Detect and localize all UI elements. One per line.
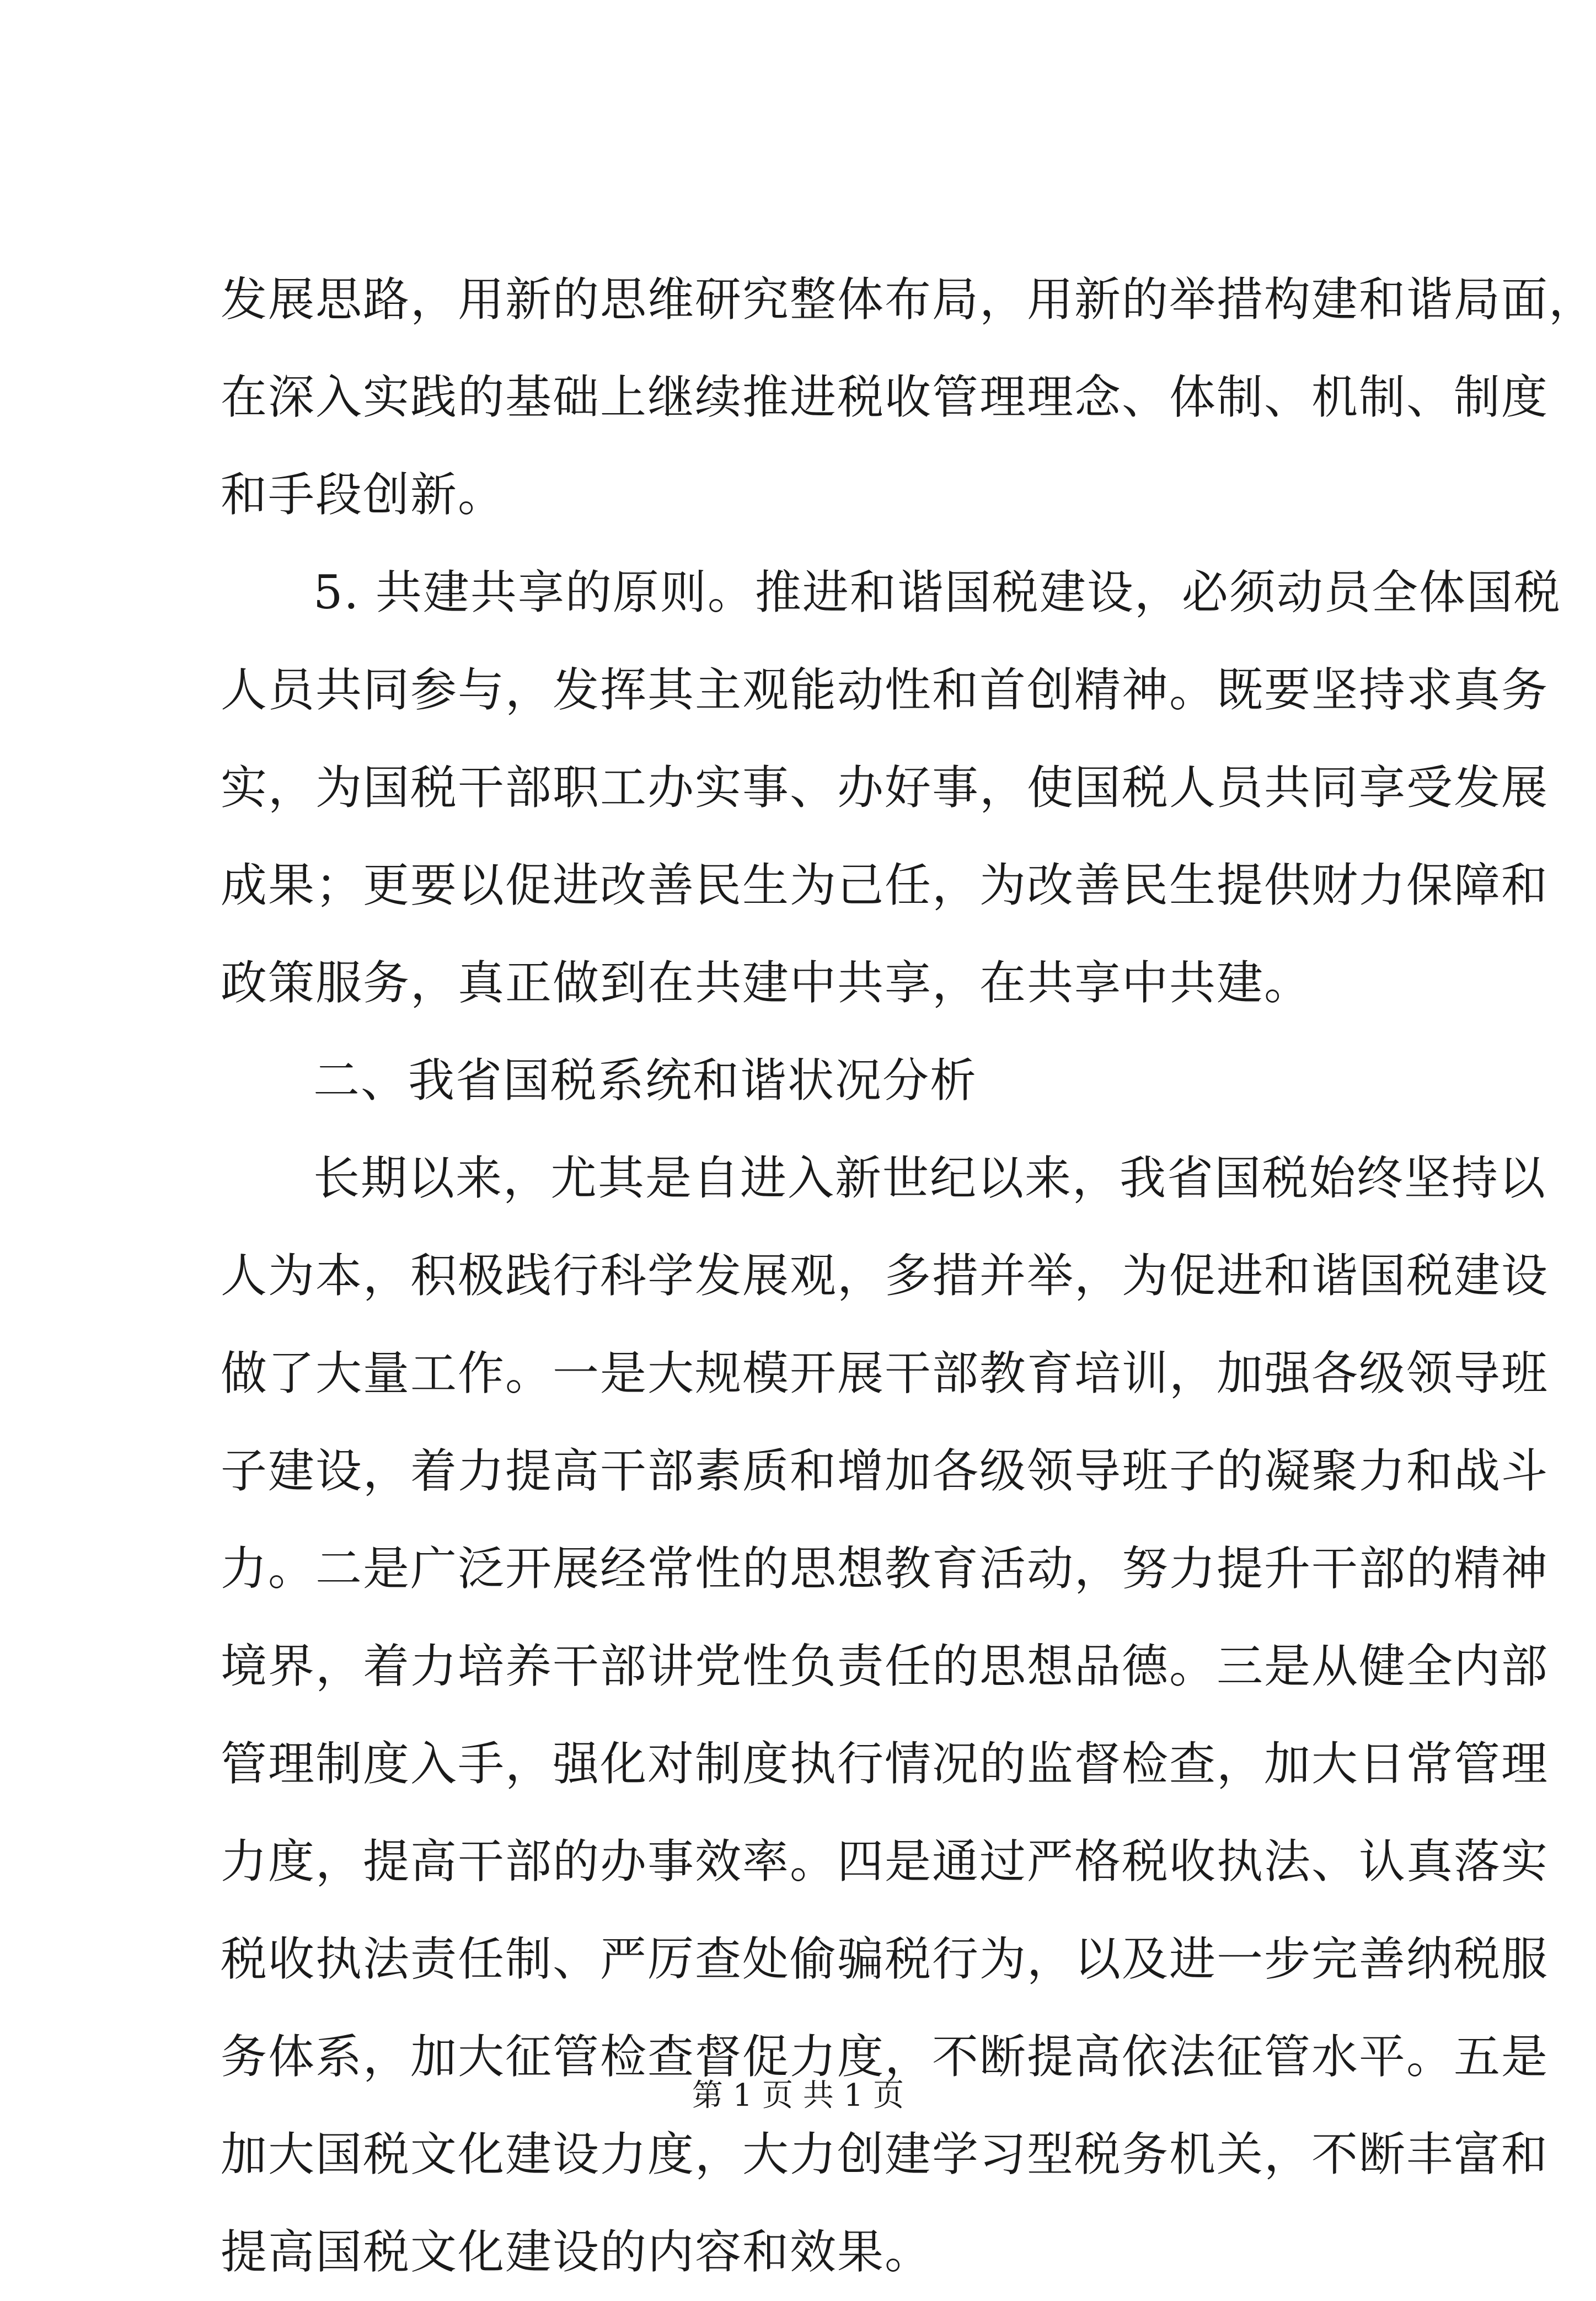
- text-line: 人为本，积极践行科学发展观，多措并举，为促进和谐国税建设: [221, 1249, 1549, 1303]
- text-line: 成果；更要以促进改善民生为己任，为改善民生提供财力保障和: [221, 858, 1549, 912]
- document-body: [221, 251, 1596, 2301]
- text-line: 发展思路，用新的思维研究整体布局，用新的举措构建和谐局面，: [221, 272, 1596, 327]
- text-line: 加大国税文化建设力度，大力创建学习型税务机关，不断丰富和: [221, 2127, 1549, 2181]
- page-number-footer: 第 1 页 共 1 页: [692, 2078, 904, 2113]
- text-line: 务体系，加大征管检查督促力度，不断提高依法征管水平。五是: [221, 2030, 1549, 2084]
- text-line: 力度，提高干部的办事效率。四是通过严格税收执法、认真落实: [221, 1834, 1549, 1888]
- paragraph-2: [221, 544, 1561, 1032]
- paragraph-1: [221, 251, 1596, 544]
- text-line: 政策服务，真正做到在共建中共享，在共享中共建。: [221, 956, 1312, 1010]
- text-line: 5. 共建共享的原则。推进和谐国税建设，必须动员全体国税: [313, 565, 1561, 619]
- text-line: 和手段创新。: [221, 468, 506, 522]
- text-line: 力。二是广泛开展经常性的思想教育活动，努力提升干部的精神: [221, 1542, 1549, 1596]
- text-line: 做了大量工作。一是大规模开展干部教育培训，加强各级领导班: [221, 1346, 1549, 1400]
- text-line: 实，为国税干部职工办实事、办好事，使国税人员共同享受发展: [221, 761, 1549, 815]
- text-line: 在深入实践的基础上继续推进税收管理理念、体制、机制、制度: [221, 370, 1549, 424]
- section-heading: [221, 1032, 1395, 1130]
- paragraph-4: [221, 1130, 1549, 2301]
- text-line: 境界，着力培养干部讲党性负责任的思想品德。三是从健全内部: [221, 1639, 1549, 1693]
- heading-text: 二、我省国税系统和谐状况分析: [313, 1053, 978, 1107]
- text-line: 管理制度入手，强化对制度执行情况的监督检查，加大日常管理: [221, 1737, 1549, 1791]
- text-line: 子建设，着力提高干部素质和增加各级领导班子的凝聚力和战斗: [221, 1444, 1549, 1498]
- text-line: 人员共同参与，发挥其主观能动性和首创精神。既要坚持求真务: [221, 663, 1549, 717]
- text-line: 提高国税文化建设的内容和效果。: [221, 2225, 933, 2279]
- text-line: 长期以来，尤其是自进入新世纪以来，我省国税始终坚持以: [313, 1151, 1547, 1205]
- text-line: 税收执法责任制、严厉查处偷骗税行为，以及进一步完善纳税服: [221, 1932, 1549, 1986]
